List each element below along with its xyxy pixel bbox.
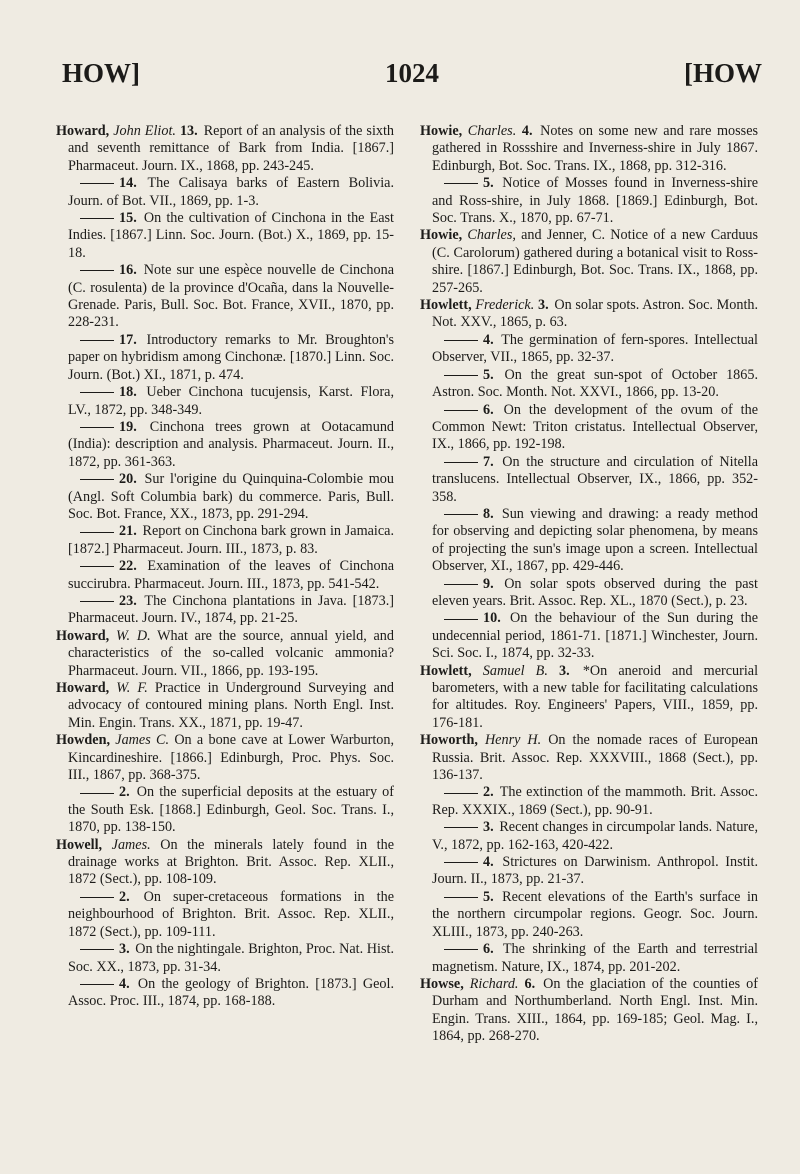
ditto-dash: [80, 984, 114, 985]
entry-number: 16.: [119, 262, 137, 279]
ditto-dash: [80, 270, 114, 271]
author-surname: Howard,: [56, 123, 110, 139]
author-entry: [56, 680, 394, 732]
sub-entry: [420, 941, 758, 976]
author-entry: [56, 628, 394, 680]
entry-number: 3.: [119, 941, 130, 958]
author-entry: [420, 297, 758, 332]
author-entry: [420, 123, 758, 175]
author-given-name: James C.: [115, 732, 170, 749]
ditto-dash: [444, 827, 478, 828]
entry-text: Report on Cinchona bark grown in Jamaica. [1872.] Pharmaceut. Journ. III., 1873, p. 83.: [68, 523, 394, 557]
ditto-dash: [444, 514, 478, 515]
sub-entry: [56, 558, 394, 593]
entry-number: 4.: [483, 854, 494, 871]
entry-text: Practice in Underground Surveying and advocacy of contoured mining plans. North Engl. Inst. Min. Engin. Trans. XX., 1871, pp. 19-47.: [68, 680, 395, 731]
entry-text: On the minerals lately found in the drainage works at Brighton. Brit. Assoc. Rep. XLII., 1872 (Sect.), pp. 108-109.: [68, 836, 394, 888]
ditto-dash: [80, 793, 114, 794]
sub-entry: [420, 332, 758, 367]
sub-entry: [56, 384, 394, 419]
author-entry: [56, 732, 394, 784]
entry-text: On the development of the ovum of the Common Newt: Triton cristatus. Intellectual Observer, IX., 1866, pp. 192-198.: [432, 401, 759, 453]
entry-text: On solar spots. Astron. Soc. Month. Not. XXV., 1865, p. 63.: [432, 297, 759, 331]
entry-text: Recent changes in circumpolar lands. Nature, V., 1872, pp. 162-163, 420-422.: [432, 819, 759, 853]
author-surname: Howorth,: [420, 732, 478, 749]
ditto-dash: [80, 218, 114, 219]
entry-text: On the glaciation of the counties of Durham and Northumberland. North Engl. Inst. Min. Engin. Trans. XIII., 1864, pp. 169-185; Geol. Mag. I., 1864, pp. 268-270.: [432, 975, 758, 1045]
sub-entry: [420, 367, 758, 402]
sub-entry: [420, 889, 758, 941]
author-entry: [56, 123, 394, 175]
sub-entry: [56, 523, 394, 558]
author-entry: [420, 732, 758, 784]
sub-entry: [56, 175, 394, 210]
entry-number: 13.: [179, 123, 198, 139]
author-surname: Howse,: [420, 975, 464, 992]
sub-entry: [420, 175, 758, 227]
entry-number: 19.: [119, 418, 137, 435]
entry-text: Note sur une espèce nouvelle de Cinchona (C. rosulenta) de la province d'Ocaña, dans la Nouvelle-Grenade. Paris, Bull. Soc. Bot. France, XVII., 1870, pp. 228-231.: [68, 262, 394, 331]
ditto-dash: [444, 340, 478, 341]
entry-text: On the great sun-spot of October 1865. Astron. Soc. Month. Not. XXVI., 1866, pp. 13-20.: [432, 366, 759, 401]
author-entry: [420, 227, 758, 297]
author-given-name: James.: [111, 836, 151, 853]
ditto-dash: [80, 897, 114, 898]
ditto-dash: [80, 183, 114, 184]
sub-entry: [56, 262, 394, 332]
author-surname: Howie,: [420, 227, 463, 244]
author-surname: Howlett,: [420, 662, 472, 679]
ditto-dash: [80, 479, 114, 480]
ditto-dash: [444, 949, 478, 950]
entry-text: *On aneroid and mercurial barometers, with a new table for facilitating calculations for altitudes. Roy. Engineers' Papers, VIII., 1859, pp. 176-181.: [432, 662, 759, 731]
ditto-dash: [444, 793, 478, 794]
author-entry: [420, 976, 758, 1046]
entry-number: 6.: [524, 975, 536, 992]
sub-entry: [420, 784, 758, 819]
entry-number: 5.: [483, 175, 494, 192]
ditto-dash: [80, 949, 114, 950]
entry-number: 15.: [119, 210, 137, 227]
entry-number: 3.: [483, 819, 494, 836]
author-given-name: Charles,: [467, 227, 516, 244]
entry-number: 3.: [537, 297, 549, 314]
author-given-name: Henry H.: [484, 732, 542, 749]
sub-entry: [56, 471, 394, 523]
author-given-name: Samuel B.: [482, 662, 548, 679]
author-given-name: W. F.: [116, 680, 148, 696]
ditto-dash: [444, 410, 478, 411]
entry-text: The Cinchona plantations in Java. [1873.] Pharmaceut. Journ. IV., 1874, pp. 21-25.: [68, 592, 394, 627]
ditto-dash: [444, 897, 478, 898]
entry-number: 6.: [483, 941, 494, 958]
entry-text: Notice of Mosses found in Inverness-shire and Ross-shire, in July 1868. [1869.] Edinburgh, Bot. Soc. Trans. X., 1870, pp. 67-71.: [432, 175, 758, 227]
sub-entry: [420, 610, 758, 662]
ditto-dash: [444, 375, 478, 376]
ditto-dash: [444, 183, 478, 184]
ditto-dash: [80, 532, 114, 533]
entry-text: Recent elevations of the Earth's surface in the northern circumpolar regions. Geogr. Soc. Journ. XLIII., 1873, pp. 240-263.: [432, 888, 758, 940]
sub-entry: [56, 941, 394, 976]
ditto-dash: [444, 584, 478, 585]
entry-text: On the behaviour of the Sun during the undecennial period, 1861-71. [1871.] Winchester, Journ. Sci. Soc. I., 1874, pp. 32-33.: [432, 610, 758, 662]
entry-number: 10.: [483, 610, 501, 627]
entry-number: 4.: [521, 123, 533, 139]
header-right: [HOW: [684, 58, 762, 88]
entry-number: 4.: [483, 331, 494, 348]
entry-number: 3.: [559, 662, 570, 679]
entry-number: 21.: [119, 523, 137, 540]
entry-text: Sun viewing and drawing: a ready method for observing and depicting solar phenomena, by means of projecting the sun's image upon a screen. Intellectual Observer, XI., 1867, pp. 429-446.: [432, 505, 759, 575]
entry-text: The germination of fern-spores. Intellectual Observer, VII., 1865, pp. 32-37.: [432, 331, 758, 366]
entry-text: Ueber Cinchona tucujensis, Karst. Flora, LV., 1872, pp. 348-349.: [68, 384, 395, 418]
author-given-name: Charles.: [467, 123, 517, 139]
sub-entry: [420, 506, 758, 576]
sub-entry: [56, 976, 394, 1011]
author-given-name: Frederick.: [475, 297, 535, 314]
entry-text: Report of an analysis of the sixth and seventh remittance of Bark from India. [1867.] Pharmaceut. Journ. IX., 1868, pp. 243-245.: [68, 123, 395, 174]
ditto-dash: [80, 340, 114, 341]
entry-number: 6.: [483, 401, 494, 418]
sub-entry: [56, 210, 394, 262]
entry-text: On a bone cave at Lower Warburton, Kincardineshire. [1866.] Edinburgh, Proc. Phys. Soc. III., 1867, pp. 368-375.: [68, 732, 395, 784]
entry-number: 9.: [483, 575, 494, 592]
entry-text: Cinchona trees grown at Ootacamund (India): description and analysis. Pharmaceut. Journ. II., 1872, pp. 361-363.: [68, 418, 395, 470]
author-given-name: Richard.: [469, 975, 519, 992]
entry-number: 4.: [119, 975, 130, 992]
author-surname: Howlett,: [420, 297, 472, 314]
entry-text: Introductory remarks to Mr. Broughton's paper on hybridism among Cinchonæ. [1870.] Linn. Soc. Journ. (Bot.) XI., 1871, p. 474.: [68, 331, 394, 383]
entry-number: 23.: [119, 592, 137, 609]
ditto-dash: [444, 619, 478, 620]
sub-entry: [420, 854, 758, 889]
entry-number: 2.: [119, 888, 130, 905]
entry-text: The extinction of the mammoth. Brit. Assoc. Rep. XXXIX., 1869 (Sect.), pp. 90-91.: [432, 784, 758, 818]
entry-number: 18.: [119, 384, 137, 401]
entry-number: 22.: [119, 558, 137, 575]
sub-entry: [56, 332, 394, 384]
entry-text: On super-cretaceous formations in the neighbourhood of Brighton. Brit. Assoc. Rep. XLII., 1872 (Sect.), pp. 109-111.: [68, 888, 394, 940]
author-surname: Howie,: [420, 123, 463, 139]
author-entry: [56, 837, 394, 889]
entry-text: On the cultivation of Cinchona in the East Indies. [1867.] Linn. Soc. Journ. (Bot.) X., 1869, pp. 15-18.: [68, 210, 395, 261]
ditto-dash: [444, 462, 478, 463]
sub-entry: [420, 819, 758, 854]
entry-text: On the nomade races of European Russia. Brit. Assoc. Rep. XXXVIII., 1868 (Sect.), pp. 136-137.: [432, 732, 759, 784]
author-entry: [420, 663, 758, 733]
entry-text: On the geology of Brighton. [1873.] Geol. Assoc. Proc. III., 1874, pp. 168-188.: [68, 975, 395, 1010]
author-given-name: W. D.: [115, 627, 151, 644]
entry-text: Notes on some new and rare mosses gathered in Rossshire and Inverness-shire in July 1867. Edinburgh, Bot. Soc. Trans. IX., 1868, pp. 312-316.: [432, 123, 759, 174]
author-surname: Howard,: [56, 627, 110, 644]
entry-number: 14.: [119, 175, 137, 192]
right-column: [420, 123, 758, 1046]
left-column: [56, 123, 394, 1011]
entry-number: 5.: [483, 366, 494, 383]
ditto-dash: [80, 601, 114, 602]
page-number: 1024: [385, 58, 439, 88]
sub-entry: [56, 784, 394, 836]
sub-entry: [420, 576, 758, 611]
entry-text: On the superficial deposits at the estuary of the South Esk. [1868.] Edinburgh, Geol. Soc. Trans. I., 1870, pp. 138-150.: [68, 784, 394, 836]
author-surname: Howden,: [56, 732, 110, 749]
entry-text: Strictures on Darwinism. Anthropol. Instit. Journ. II., 1873, pp. 21-37.: [432, 854, 759, 888]
entry-text: The Calisaya barks of Eastern Bolivia. Journ. of Bot. VII., 1869, pp. 1-3.: [68, 175, 394, 209]
entry-number: 20.: [119, 471, 137, 488]
entry-number: 2.: [119, 784, 130, 801]
running-header: [62, 58, 762, 98]
sub-entry: [420, 454, 758, 506]
sub-entry: [420, 402, 758, 454]
entry-text: On solar spots observed during the past eleven years. Brit. Assoc. Rep. XL., 1870 (Sect.), p. 23.: [432, 575, 758, 609]
entry-text: Sur l'origine du Quinquina-Colombie mou (Angl. Soft Columbia bark) du commerce. Paris, Bull. Soc. Bot. France, XX., 1873, pp. 291-294.: [68, 471, 394, 522]
sub-entry: [56, 889, 394, 941]
entry-number: 8.: [483, 505, 494, 522]
ditto-dash: [444, 862, 478, 863]
entry-text: On the nightingale. Brighton, Proc. Nat. Hist. Soc. XX., 1873, pp. 31-34.: [68, 941, 395, 975]
entry-number: 2.: [483, 784, 494, 801]
entry-text: and Jenner, C. Notice of a new Carduus (C. Carolorum) gathered during a botanical visit to Ross-shire. [1867.] Edinburgh, Bot. Soc. Trans. IX., 1868, pp. 257-265.: [432, 227, 759, 296]
author-surname: Howard,: [56, 680, 110, 696]
entry-text: The shrinking of the Earth and terrestrial magnetism. Nature, IX., 1874, pp. 201-202.: [432, 941, 758, 975]
entry-text: What are the source, annual yield, and characteristics of the so-called volcanic ammonia? Pharmaceut. Journ. VII., 1866, pp. 193-195.: [68, 627, 394, 679]
entry-text: Examination of the leaves of Cinchona succirubra. Pharmaceut. Journ. III., 1873, pp. 541-542.: [68, 558, 395, 592]
sub-entry: [56, 419, 394, 471]
author-given-name: John Eliot.: [113, 123, 176, 139]
header-left: HOW]: [62, 58, 140, 88]
entry-number: 17.: [119, 331, 137, 348]
entry-number: 5.: [483, 888, 494, 905]
entry-number: 7.: [483, 453, 494, 470]
ditto-dash: [80, 392, 114, 393]
ditto-dash: [80, 566, 114, 567]
entry-text: On the structure and circulation of Nitella translucens. Intellectual Observer, IX., 1866, pp. 352-358.: [432, 453, 758, 505]
ditto-dash: [80, 427, 114, 428]
sub-entry: [56, 593, 394, 628]
author-surname: Howell,: [56, 836, 103, 853]
